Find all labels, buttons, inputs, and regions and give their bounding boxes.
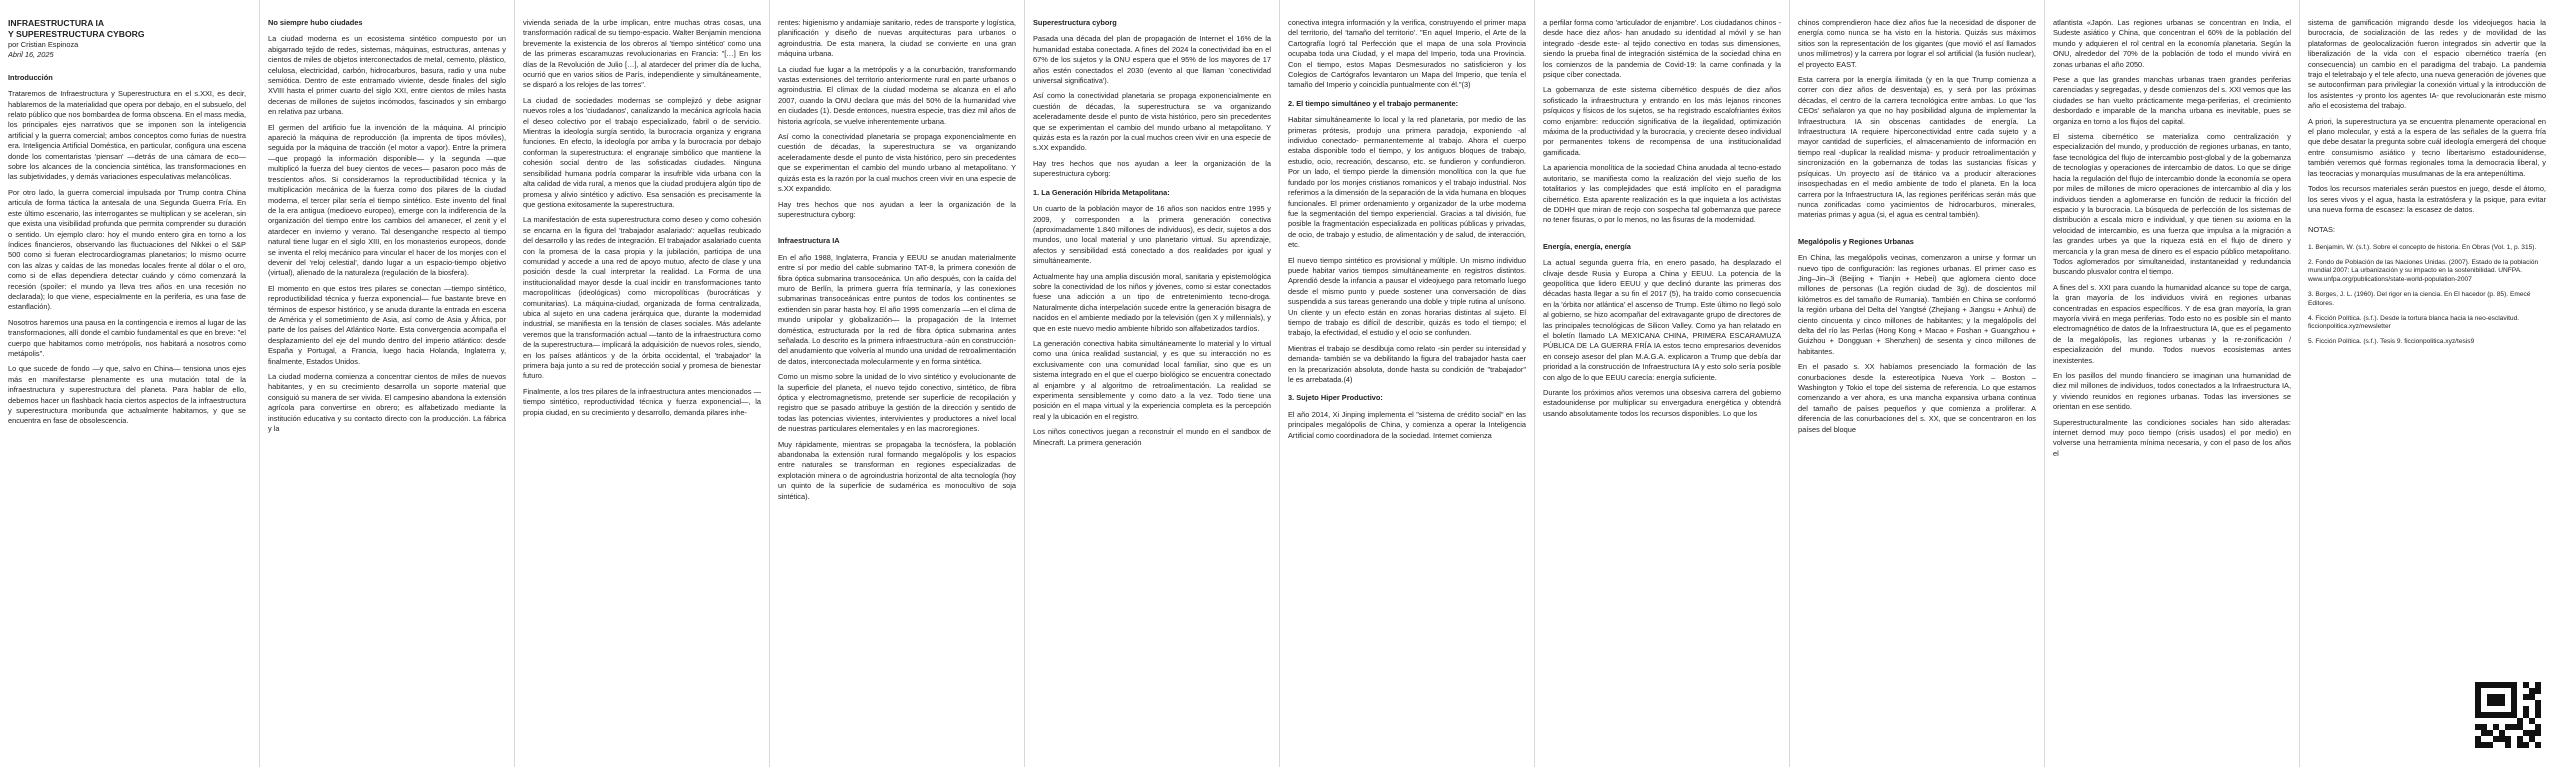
paragraph: conectiva integra información y la verifica, construyendo el primer mapa del territorio, del 'tamaño del territorio'. "En aquel Imperio, el Arte de la Cartografía logró tal Perfección que el mapa de una sola Provincia ocupaba toda una Ciudad, y el mapa del Imperio, toda una Provincia. Con el tiempo, estos Mapas Desmesurados no satisficieron y los Colegios de Cartógrafos levantaron un Mapa del Imperio, que tenía el tamaño del Imperio y coincidía puntualmente con él."(3) (1288, 18, 1526, 90)
column-6 (1288, 18, 1526, 763)
section-heading: Energía, energía, energía (1543, 241, 1631, 251)
column-9 (2053, 18, 2291, 763)
paragraph: La ciudad de sociedades modernas se complejizó y debe asignar nuevos roles a los 'ciudadanos', canalizando la mecánica agrícola hacia el deseo colectivo por el trabajo especializado, fabril o de servicio. Mientras la ideología surgía sentido, la burocracia organiza y engrana funciones. En efecto, la ideología por arriba y la burocracia por debajo conforman la superestructura: el engranaje simbólico que mantiene la cohesión social dentro de las sofisticadas ciudades. Ninguna sensibilidad humana podría comparar la insufrible vida urbana con la alta calidad de vida rural, a menos que la ciudad produjera algún tipo de promesa y alivio sintético y adictivo. Esa sensación es precisamente la que gestiona exitosamente la superestructura. (523, 95, 761, 209)
section-heading: No siempre hubo ciudades (268, 18, 363, 27)
paragraph: La generación conectiva habita simultáneamente lo material y lo virtual como una única realidad sustancial, y es que su interacción no es exclusivamente con una comunidad local familiar, sino que es un sistema integrado en el que el cuerpo biológico se encuentra conectado al enjambre y al algoritmo de retroalimentación. La realidad se experimenta sensiblemente y como dato a la vez. Todo tiene una posición en el mapa virtual y la experiencia completa es la percepción real y la ubicación en el registro. (1033, 338, 1271, 421)
paragraph: La ciudad moderna es un ecosistema sintético compuesto por un abigarrado tejido de redes, sistemas, máquinas, estructuras, antenas y cientos de miles de objetos interconectados de metal, cemento, plástico, celulosa, electricidad, carbón, hidrocarburos, basura, radio y una nube semiótica. Dentro de este entramado viviente, desde finales del siglo XVIII hasta el primer cuarto del siglo XXI, entre cientos de miles hasta decenas de millones de sujetos incómodos, fascinados y sin embargo en relativa paz urbana. (268, 34, 506, 117)
paragraph: Trataremos de Infraestructura y Superestructura en el s.XXI, es decir, hablaremos de la materialidad que opera por debajo, en el subsuelo, del relato público que nos bombardea de forma obscena. En el mass media, los principales ejes narrativos que se imponen son la inteligencia artificial y la guerra comercial; ambos conceptos como furias de nuestra era. Inteligencia Artificial Doméstica, en particular, configura una escena donde los comentaristas 'piensan' —detrás de una cámara de eco— sobre los alcances de la conciencia sintética, las transformaciones en las subjetividades, y demás variaciones especulativas melancólicas. (8, 89, 246, 182)
paragraph: La actual segunda guerra fría, en enero pasado, ha desplazado el clivaje desde Rusia y Europa a China y EEUU. La potencia de la geopolítica que lidero EEUU y que declinó durante las primeras dos décadas hasta llegar a su fin el 2017 (5), ha traído como consecuencia en la 'órbita nor atlántica' el ascenso de Trump. Este último no llegó solo al gobierno, se hizo acompañar del extravagante grupo de directores de las principales tecnológicas de Silicon Valley. Como ya han relatado en el boletín llamado LA MEXICANA CHINA, PRIMERA ESCARAMUZA PÚBLICA DE LA GUERRA FRÍA IA estos tecno empresarios devenidos en consejo asesor del plan M.A.G.A. explicaron a Trump que debía dar prioridad a la construcción de Infraestructura IA y esto solo sería posible con algo de lo que EEUU carecía: energía suficiente. (1543, 258, 1781, 382)
column-divider (1279, 0, 1280, 767)
subheading: 2. El tiempo simultáneo y el trabajo permanente: (1288, 98, 1459, 108)
column-divider (769, 0, 770, 767)
column-divider (259, 0, 260, 767)
paragraph: A fines del s. XXI para cuando la humanidad alcance su tope de carga, la gran mayoría de los individuos vivirá en regiones urbanas concentradas en espacios específicos. Y de esa gran mayoría, la gran mayoría vivirá en mega periferias. Todo esto no es posible sin el manto electromagnético de datos de la Infraestructura IA, que es el pegamento de la megalópolis, las regiones urbanas y la re-zonificación / especialización del mundo. Todos nuevos ecosistemas antes inexistentes. (2053, 282, 2291, 365)
author: por Cristian Espinoza (8, 40, 79, 49)
paragraph: Durante los próximos años veremos una obsesiva carrera del gobierno estadounidense por multiplicar su envergadura energética y obtendrá usando absolutamente todos los recursos disponibles. Lo que los (1543, 388, 1781, 418)
paragraph: Actualmente hay una amplia discusión moral, sanitaria y epistemológica sobre la conectividad de los niños y jóvenes, como si estar conectados fuese una adicción a un tipo de entretenimiento tecno-droga. Naturalmente dicha interpelación sucede entre la generación bisagra de nacidos en el ambiente mediado por la televisión (gen X y millennials), y que en este nuevo medio ambiente híbrido son alfabetizados tardíos. (1033, 271, 1271, 333)
paragraph: El nuevo tiempo sintético es provisional y múltiple. Un mismo individuo puede habitar varios tiempos simultáneamente en registros distintos. Aprendió desde la infancia a pausar el videojuego para retomarlo luego desde el mismo punto y puede sostener una conversación de dias suspendida a sus tareas generando una doble y triple rutina al unísono. Un cliente y un efecto están en zonas horarias distintas al sujeto. El tiempo de trabajo es difícil de describir, quizás es todo el tiempo; el trabajo, la efectividad, el estudio y el ocio se confunden. (1288, 255, 1526, 338)
paragraph: atlantista «Japón. Las regiones urbanas se concentran en India, el Sudeste asiático y China, que concentran el 60% de la población del mundo y adquieren el rol central en la economía planetaria. Según la ONU, alrededor del 70% de la población de todo el mundo vivirá en zonas urbanas el año 2050. (2053, 18, 2291, 69)
column-divider (1024, 0, 1025, 767)
paragraph: chinos comprendieron hace diez años fue la necesidad de disponer de energía como nunca se ha visto en la historia. Quizás sus máximos sitios son la representación de los gigantes (que movió el así llamados unos milímetros) y la carrera por lograr el sol artificial (la fusión nuclear), el proyecto EAST. (1798, 18, 2036, 69)
column-divider (2299, 0, 2300, 767)
column-10 (2308, 18, 2546, 763)
paragraph: En China, las megalópolis vecinas, comenzaron a unirse y formar un nuevo tipo de configuración: las regiones urbanas. El primer caso es Jing–Jin–Ji (Beijing + Tianjin + Hebei) que aglomera ciento doce millones de personas (La región ciudad de 3g). de doscientos mil kilómetros es del tamaño de Rumania). También en China se conformó la región urbana del Delta del Yangtsé (Zhejiang + Jiangsu + Anhui) de ciento cincuenta y cinco millones de habitantes; y la megalópolis del delta del río las Perlas (Hong Kong + Macao + Foshan + Guangzhou + Guizhou + Dongguan + Shenzhen) de sesenta y cinco millones de habitantes. (1798, 253, 2036, 356)
paragraph: vivienda seriada de la urbe implican, entre muchas otras cosas, una transformación radical de su tiempo-espacio. Walter Benjamin menciona brevemente la existencia de los obreros al 'tiempo sintético' como una de las primeras escaramuzas revolucionarias en Francia: "[…] En los días de la Revolución de Julio […], al atardecer del primer día de lucha, ocurrió que en varios sitios de París, independiente y simultáneamente, se disparó a los relojes de las torres". (523, 18, 761, 90)
paragraph: En el año 1988, Inglaterra, Francia y EEUU se anudan materialmente entre sí por medio del cable submarino TAT-8, la primera conexión de fibra óptica submarina transoceánica. Un año después, con la caída del muro de Berlín, la primera guerra fría terminaría, y las conexiones submarinas transoceánicas entre puntos de todos los continentes se extienden sin parar hasta hoy. El año 1995 comenzaría —en el clima de mundo unipolar y globalización— la propagación de la Internet doméstica, estructurada por la red de fibra óptica submarina antes señalada. Lo descrito es la primera infraestructura -aún en construcción- del anudamiento que volvería al mundo una unidad de retroalimentación de datos, interconectada molecularmente y en forma sintética. (778, 252, 1016, 366)
footnote: 4. Ficción Política. (s.f.). Desde la tortura blanca hacia la neo-esclavitud. ficcionpolitica.xyz/newsletter (2308, 314, 2520, 331)
section-heading: Superestructura cyborg (1033, 18, 1117, 27)
paragraph: Mientras el trabajo se desdibuja como relato -sin perder su intensidad y demanda- también se va debilitando la figura del trabajador hasta caer en la precarización absoluta, donde hasta su condición de "trabajador" le es arrebatada.(4) (1288, 343, 1526, 384)
section-heading-introduccion: Introducción (8, 72, 53, 82)
paragraph: Así como la conectividad planetaria se propaga exponencialmente en cuestión de décadas, la superestructura se va organizando aceleradamente desde el punto de vista histórico, pero sin precedentes que se experimentan el cambio del mundo urbano al metapolitano. Y quizás esta es la razón por la cual muchos creen vivir en una especie de s.XX expandido. (778, 132, 1016, 194)
paragraph: Pese a que las grandes manchas urbanas traen grandes periferias carenciadas y segregadas, y desde comienzos del s. XXI vemos que las ciudades se han vuelto prácticamente mega-periferias, el crecimiento desbordado e imparable de la mancha urbana es inevitable, pues se organiza en torno a los flujos del capital. (2053, 75, 2291, 126)
title-line-1: INFRAESTRUCTURA IA (8, 18, 105, 28)
paragraph: Superestructuralmente las condiciones sociales han sido alteradas: internet dernod muy poco tiempo (crisis usados) el por medio) en volverse una herramienta mínima necesaria, y con el paso de los años el (2053, 417, 2291, 458)
column-4 (778, 18, 1016, 763)
paragraph: Por otro lado, la guerra comercial impulsada por Trump contra China articula de forma táctica la antesala de una Segunda Guerra Fría. En este último escenario, las interrogantes se multiplican y se aceleran, sin que exista una visibilidad profunda que permita comprender su duración o sentido. Un ejemplo claro: hoy el mundo entero gira en torno a los índices financieros, observando las fluctuaciones del Nikkei o el S&P 500 como si fueran electrocardiogramas planetarios; lo mismo ocurre con las alzas y caídas de las monedas locales frente al dólar o el oro, como si de ellas dependiera detectar cuándo y cómo comenzará la recesión (spoiler: el mundo ya lleva tres años en una recesión no declarada); lo que viene, especialmente en la periferia, es una fase de estanflación). (8, 187, 246, 312)
paragraph: La manifestación de esta superestructura como deseo y como cohesión se encarna en la figura del 'trabajador asalariado': aquellas reubicado del desarrollo y las redes de integración. El trabajador asalariado cuenta con la promesa de la casa propia y la jubilación, participa de una comunidad y accede a una red de apoyo mutuo, afecto de clase y una posición desde la cual interpretar la realidad. La Forma de una institucionalidad mayor desde la cual incidir en transformaciones tanto macropolíticas (ideológicas) como micropolíticas (burocráticas y comunitarias). La máquina-ciudad, organizada de forma centralizada, ubica al sujeto en una cadena jerárquica que, durante la modernidad industrial, se manifiesta en la tensión de clases sociales. Más adelante veremos que la transformación actual —tanto de la infraestructura como de la superestructura— implicará la adquisición de nuevos roles, siendo, en los países atlánticos y de la órbita occidental, el 'trabajador' la primera baja junto a su red de protección social y promesa de bienestar futuro. (523, 215, 761, 381)
column-8 (1798, 18, 2036, 763)
column-divider (2044, 0, 2045, 767)
paragraph: El año 2014, Xi Jinping implementa el "sistema de crédito social" en las principales megalópolis de China, y comienza a operar la Inteligencia Artificial como coordinadora de la sociedad. Internet comienza (1288, 409, 1526, 440)
paragraph: rentes: higienismo y andamiaje sanitario, redes de transporte y logística, planificación y diseño de nuevas arquitecturas para urbanos o agroindustria. De esta manera, la ciudad se convierte en una gran máquina urbana. (778, 18, 1016, 59)
paragraph: Como un mismo sobre la unidad de lo vivo sintético y evolucionante de la superficie del planeta, el nuevo tejido conectivo, sintético, de fibra óptica y electromagnetismo, pretende ser superficie de recopilación y registro que se pasado atribuye la gestión de la dirección y sentido de todas las potencias vivientes, intervivientes y productores a nivel local de nuestras particulares elementales y en las macroregiones. (778, 372, 1016, 434)
subheading: 1. La Generación Híbrida Metapolitana: (1033, 187, 1170, 197)
paragraph: Hay tres hechos que nos ayudan a leer la organización de la superestructura cyborg: (1033, 158, 1271, 179)
paragraph: A priori, la superestructura ya se encuentra plenamente operacional en el plano molecular, y está a la espera de las señales de la guerra fría que debe desatar la pregunta sobre cuál ideología emergerá del choque entre consumismo asiático y tecno libertarismo estadounidense, también veremos qué formas regionales toma la democracia liberal, y las teocracias y monarquías musulmanas de la era antepenúltima. (2308, 116, 2546, 178)
paragraph: En el pasado s. XX habíamos presenciado la formación de las conurbaciones desde la estereotípica Nueva York – Boston – Washington y Tokio el tope del sistema de referencia. Lo que estamos comenzando a ver ahora, es una mancha expansiva urbana continua del tamaño de países pequeños y que comienza a proliferar. A diferencia de las conurbaciones del s. XX, que se concentraron en los países del bloque (1798, 362, 2036, 434)
footnote: 5. Ficción Política. (s.f.). Tesis 9. ficcionpolitica.xyz/tesis9 (2308, 338, 2475, 346)
paper-title (8, 18, 246, 40)
paragraph: Pasada una década del plan de propagación de Internet el 16% de la humanidad estaba conectada. A fines del 2024 la conectividad iba en el 67% de los sujetos y la ONU espera que el 95% de los mayores de 17 años estén conectados el 2030 (evento al que llaman 'conectividad universal significativa'). (1033, 34, 1271, 86)
column-1 (8, 18, 246, 763)
paragraph: En los pasillos del mundo financiero se imaginan una humanidad de diez mil millones de individuos, todos conectados a la Infraestructura IA, y viviendo reunidos en regiones urbanas. Todas las inversiones se orientan en ese sentido. (2053, 371, 2291, 412)
column-7 (1543, 18, 1781, 763)
paragraph: Así como la conectividad planetaria se propaga exponencialmente en cuestión de décadas, la superestructura se va organizando aceleradamente desde el punto de vista histórico, pero sin precedentes que se experimentan el cambio del mundo urbano al metapolitano. Y quizás esta es la razón por la cual muchos creen vivir en una especie de s.XX expandido. (1033, 91, 1271, 153)
section-heading: Megalópolis y Regiones Urbanas (1798, 236, 1914, 246)
paragraph: Muy rápidamente, mientras se propagaba la tecnósfera, la población abandonaba la extensión rural formando megalópolis y los espacios entre naturales se transforman en regiones especializadas de explotación minera o de agroindustria horizontal de alta tecnología (hoy un quinto de la superficie de sudamérica es monocultivo de soja sintética). (778, 439, 1016, 501)
section-heading: Infraestructura IA (778, 236, 840, 246)
paragraph: La ciudad fue lugar a la metrópolis y a la conurbación, transformando vastas extensiones del territorio anteriormente rural en parte urbanos o agroindustria. El clímax de la ciudad moderna se alcanza en el año 2007, cuando la ONU declara que más del 50% de la humanidad vive en ciudades (1). Desde entonces, nuestra especie, tras diez mil años de historia agrícola, se vuelve inherentemente urbana. (778, 64, 1016, 126)
title-line-2: Y SUPERESTRUCTURA CYBORG (8, 29, 145, 39)
paragraph: La apariencia monolítica de la sociedad China anudada al tecno-estado autoritario, se manifiesta como la realización del viejo sueño de los totalitarios y las complejidades que está implícito en el paradigma cibernético. Esta aparente realización es la que inquieta a los activistas de DDHH que miran de reojo con sospecha tal gobernanza que parece no tener fisuras, o por lo menos, no las fisuras de la modernidad. (1543, 163, 1781, 225)
paragraph: sistema de gamificación migrando desde los videojuegos hacia la burocracia, de socialización de las redes y de movilidad de las plataformas de geolocalización fueron integrados sin advertir que la liberalización de la vida con el espacio cibernético traería (en consecuencia) un cambio en el paradigma del trabajo. La pandemia trajo el teletrabajo y el tele afecto, una nueva generación de jóvenes que se autoconfirman para privilegiar la conexión virtual y la introducción de los asistentes -y pronto los agentes IA- que revolucionarán este mismo año el ecosistema del trabajo. (2308, 18, 2546, 111)
date: Abril 16, 2025 (8, 50, 54, 60)
column-divider (514, 0, 515, 767)
notes-label: NOTAS: (2308, 225, 2335, 235)
paragraph: Esta carrera por la energía ilimitada (y en la que Trump comienza a correr con diez años de desventaja) es, y será por las próximas décadas, el centro de la carrera tecnológica entre ambas. Lo que 'los CEOs' señalaron ya que no hay posibilidad alguna de implementar la Infraestructura IA sin obscenas cantidades de energía. La Infraestructura IA requiere hiperconectividad entre cada sujeto y a mayor cantidad de superficies, el almacenamiento de información en tiempo real -duplicar la realidad misma- y producir retroalimentación y sincronización en la gobernanza de todas las sustancias físicas y psíquicas. Un proyecto así de titánico va a producir alteraciones insospechadas en el medio ambiente de todo el planeta. En la loca carrera por la Infraestructura IA, las regiones periféricas serán más que nunca zonificadas como yacimientos de hidrocarburos, minerales, materias primas y agua (si, el agua es central también). (1798, 75, 2036, 220)
column-5 (1033, 18, 1271, 763)
paragraph: Hay tres hechos que nos ayudan a leer la organización de la superestructura cyborg: (778, 199, 1016, 219)
paragraph: La ciudad moderna comienza a concentrar cientos de miles de nuevos habitantes, y en su crecimiento desarrolla un soporte material que consiguió su manera de ser vivida. El campesino abandona la extensión agrícola para convertirse en obrero; es alfabetizado mediante la institución educativa y su contacto directo con la producción. La fábrica y la (268, 372, 506, 434)
column-2 (268, 18, 506, 763)
footnote: 2. Fondo de Población de las Naciones Unidas. (2007). Estado de la población mundial 2007: La urbanización y su impacto en la sostenibilidad. UNFPA. www.unfpa.org/publications/state-world-population-2007 (2308, 258, 2539, 284)
paragraph: El sistema cibernético se materializa como centralización y especialización del mundo, y producción de regiones urbanas, en tanto, fase tecnológica del flujo de intercambio post-global y de la gobernanza de tecnologías y operaciones de intercambio de datos. Lo que se dirige hacia la regulación del flujo de intercambio donde la economía se opera por miles de millones de micro operaciones de intercambio al día y los individuos tienden a aglomerarse en función de reducir la fricción del espacio y la burocracia. La búsqueda de perfección de los sistemas de distribución a escala micro e individual, y que tienen su axioma en la velocidad de intercambio, es una fuerza que impulsa a la migración a las grandes urbes ya que la riqueza está en el flujo de dinero y mercancía y la gran mesa de dinero es el espacio público metapolitano. Todos aglomerados por simultaneidad, instantaneidad y redundancia buscando plusvalor contra el tiempo. (2053, 132, 2291, 277)
column-3 (523, 18, 761, 763)
column-divider (1534, 0, 1535, 767)
footnote: 3. Borges, J. L. (1960). Del rigor en la ciencia. En El hacedor (p. 85). Emecé Editores. (2308, 290, 2531, 307)
paragraph: Finalmente, a los tres pilares de la infraestructura antes mencionados —tiempo sintético, reproductividad técnica y fuerza exponencial—, la propia ciudad, en su crecimiento y desarrollo, demanda pilares inhe- (523, 386, 761, 417)
subheading: 3. Sujeto Hiper Productivo: (1288, 393, 1383, 403)
paragraph: Lo que sucede de fondo —y que, salvo en China— tensiona unos ejes más en manifestarse plenamente es una mutación total de la infraestructura y superestructura del planeta. Para hablar de ello, debemos hacer un flashback hacia ciertos aspectos de la infraestructura y superestructura moribunda que actualmente habitamos, y que se encuentra en fase de obsolescencia. (8, 364, 246, 426)
paragraph: El momento en que estos tres pilares se conectan —tiempo sintético, reproductibilidad técnica y fuerza exponencial— fue bastante breve en términos de espesor histórico, y se anuda durante la entrada en escena de América y el sometimiento de Asia, así como de Asia y África, por parte de los países del Atlántico Norte. Esta convergencia acompaña el desplazamiento del eje del mundo dentro del imperio atlántico: desde España y Portugal, a Francia, luego hacia Holanda, Inglaterra y, finalmente, Estados Unidos. (268, 283, 506, 366)
paragraph: La gobernanza de este sistema cibernético después de diez años sofisticado la infraestructura y entrando en los más lejanos rincones psíquicos y físicos de los sujetos, se ha registrado escalofriantes éxitos como enjambre: reducción significativa de la ilegalidad, optimización máxima de la productividad y la burocracia, y creciente deseo individual por permanentes tokens de recompensa de una institucionalidad gamificada. (1543, 85, 1781, 157)
paragraph: Un cuarto de la población mayor de 16 años son nacidos entre 1995 y 2009, y corresponden a la primera generación conectiva (aproximadamente 1.840 millones de individuos), es decir, sujetos a dos mundos, uno local material y uno planetario virtual. Su aprendizaje, afectos y sensibilidad está conectado a dos realidades por igual y simultáneamente. (1033, 204, 1271, 266)
paragraph: Nosotros haremos una pausa en la contingencia e iremos al lugar de las transformaciones, allí donde el cambio fundamental es que en breve: "el cuerpo que habitamos como metrópolis, nos habitará a nosotros como metápolis". (8, 317, 246, 358)
column-divider (1789, 0, 1790, 767)
paragraph: Todos los recursos materiales serán puestos en juego, desde el átomo, los seres vivos y el agua, hasta la estratósfera y la psique, para evitar una nueva forma de escasez: la escasez de datos. (2308, 184, 2546, 214)
paragraph: Los niños conectivos juegan a reconstruir el mundo en el sandbox de Minecraft. La primera generación (1033, 427, 1271, 447)
footnote: 1. Benjamin, W. (s.f.). Sobre el concepto de historia. En Obras (Vol. 1, p. 315). (2308, 243, 2537, 251)
qr-code (2475, 682, 2541, 748)
paragraph: a perfilar forma como 'articulador de enjambre'. Los ciudadanos chinos -desde hace diez años- han anudado su identidad al móvil y se han integrado -desde este- al tejido conectivo en todas sus dimensiones, siendo la prueba final de integración sistémica de la sociedad china en los comienzos de la pandemia de Covid-19: la carne confinada y la psique cíber conectada. (1543, 18, 1781, 80)
paragraph: Habitar simultáneamente lo local y la red planetaria, por medio de las primeras prótesis, produjo una primera paradoja, exponiendo -al individuo conectado- permanentemente al trabajo. Ahora el cuerpo estaba disponible todo el tiempo, y los antiguos bloques de trabajo, estudio, ocio, recreación, descanso, etc. se fundieron y confundieron. Por un lado, el tiempo pierde la dimensión monolítica con la que fue fundado por los monjes cristianos romanicos y el trabajo industrial. Nos referimos a la dimensión de la separación de la vida humana en bloques funcionales. El primer ordenamiento y organizador de la urbe moderna fue la segmentación del tiempo experiencial. Gracias a tal división, fue posible la fragmentación especializada en políticas públicas y privadas, de ocio, de trabajo y estudio, de alimentación y de salud, de interacción, etc. (1288, 115, 1526, 250)
paragraph: El germen del artificio fue la invención de la máquina. Al principio apareció la máquina de reproducción (la imprenta de tipos móviles), seguida por la máquina de tracción (el motor a vapor). Entre la primera —que propagó la información disponible— y la segunda —que multiplicó la fuerza del buey cientos de veces— pasaron poco más de trescientos años. Si consideramos la reproductibilidad técnica y la multiplicación mecánica de la fuerza como dos pilares de la ciudad moderna, el tercer pilar sería el tiempo sintético. Este invento del final de la era antigua (medioevo europeo), emerge con la indiferencia de la organización del tiempo entre los cambios del amanecer, el zenit y el atardecer en invierno y verano. Tal desenganche respecto al tiempo natural tiene lugar en el siglo XIII, en los monasterios europeos, donde se inventa el reloj mecánico para vincular el hacer de los monjes con el devenir del 'reloj celestial', dando lugar a un espacio-tiempo objetivo (virtual), alienado de la naturaleza (regulación de la biosfera). (268, 122, 506, 278)
